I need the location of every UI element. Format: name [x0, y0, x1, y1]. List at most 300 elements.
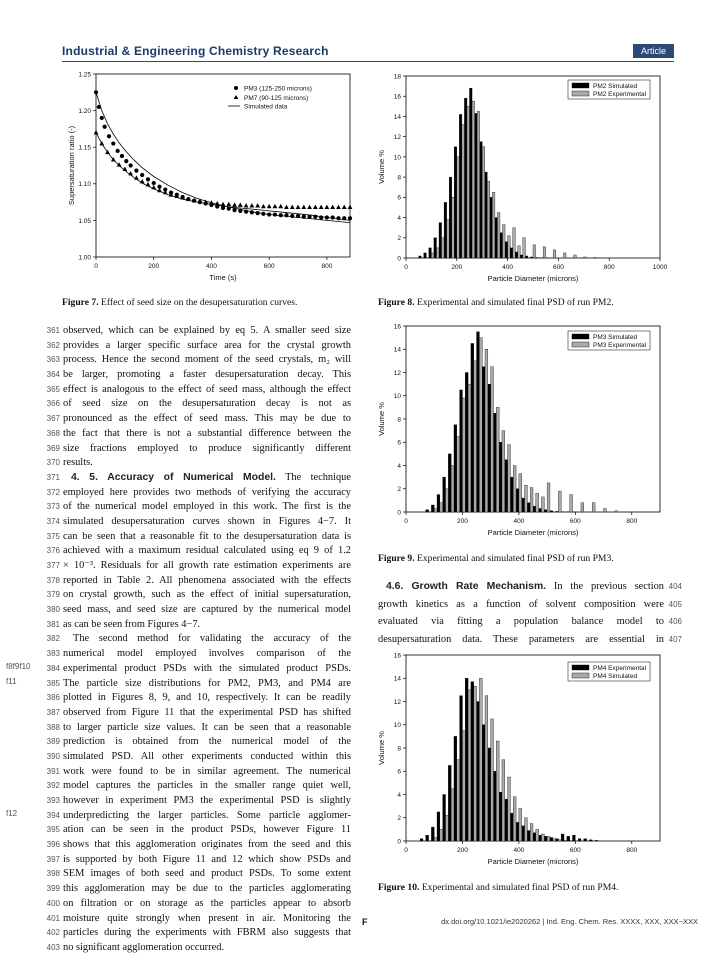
bar-series-1	[515, 252, 518, 258]
bar-series-2	[479, 338, 482, 512]
bar-series-1	[522, 826, 525, 841]
line-text: simulated desupersaturation curves shown in Figures 4−7. It	[63, 515, 351, 527]
bar-series-2	[558, 491, 561, 512]
line-text: no significant agglomeration occurred.	[63, 941, 224, 953]
bar-series-2	[541, 834, 544, 841]
data-point-pm3	[342, 216, 346, 220]
y-tick-label: 14	[393, 675, 401, 683]
data-point-pm7	[232, 202, 237, 206]
legend-marker-pm3	[234, 86, 238, 90]
bar-series-1	[426, 510, 429, 512]
line-text: as can be seen from Figures 4−7.	[63, 618, 201, 630]
line-text: on crystal growth, such as the effect of initial supersaturation,	[63, 589, 351, 601]
line-text: The second method for validating the accuracy of the	[73, 633, 351, 645]
figure-8-label: Figure 8.	[378, 297, 415, 308]
line-number: 380	[46, 605, 60, 615]
bar-series-1	[424, 253, 427, 258]
text-line	[40, 691, 354, 706]
text-line	[40, 544, 354, 559]
x-tick-label: 800	[626, 847, 638, 854]
bar-series-2	[468, 690, 471, 841]
line-text: on filtration or on storage as the particles appear to absorb	[63, 897, 351, 909]
data-point-pm3	[116, 149, 120, 153]
y-tick-label: 0	[397, 838, 401, 846]
line-text: of seed size on the desupersaturation decay is not as	[63, 398, 351, 410]
data-point-pm3	[152, 181, 156, 185]
line-number: 399	[46, 884, 60, 894]
bar-series-2	[487, 181, 490, 258]
data-point-pm3	[140, 173, 144, 177]
line-number: 362	[46, 340, 60, 350]
line-text: × 10⁻³. Residuals for all growth rate estimation experiments are	[63, 560, 351, 571]
data-point-pm3	[146, 177, 150, 181]
text-line	[40, 867, 354, 882]
line-number: 388	[46, 722, 60, 732]
line-text: this agglomeration may be due to the particles agglomerating	[63, 883, 351, 895]
bar-series-1	[448, 765, 451, 841]
data-point-pm7	[313, 205, 318, 209]
bar-series-2	[502, 431, 505, 512]
data-point-pm7	[140, 179, 145, 183]
line-number: 379	[46, 590, 60, 600]
line-number: 402	[46, 928, 60, 938]
legend-label: PM7 (90-125 microns)	[244, 95, 309, 102]
line-text: observed from Figure 11 that the experimental PSD has shifted	[63, 706, 351, 718]
line-number: 366	[46, 399, 60, 409]
y-tick-label: 16	[393, 323, 401, 331]
bar-series-2	[492, 192, 495, 258]
text-line	[40, 853, 354, 868]
data-point-pm7	[307, 205, 312, 209]
line-number: 375	[46, 531, 60, 541]
line-text: prediction is obtained from the numerical model of the	[63, 736, 351, 748]
bar-series-1	[482, 725, 485, 841]
bar-series-2	[457, 436, 460, 512]
data-point-pm3	[227, 207, 231, 211]
bar-series-1	[485, 172, 488, 258]
line-number: 371	[46, 472, 60, 482]
data-point-pm7	[238, 202, 243, 206]
bar-series-1	[533, 833, 536, 841]
bar-series-2	[482, 147, 485, 258]
bar-series-2	[451, 466, 454, 513]
data-point-pm7	[215, 201, 220, 205]
text-line	[40, 530, 354, 545]
line-text: The particle size distributions for PM2, PM3, and PM4 are	[63, 677, 351, 689]
y-tick-label: 16	[393, 652, 401, 660]
line-text: simulated PSD. All other experiments conducted within this	[63, 750, 351, 762]
y-axis-label: Volume %	[377, 150, 386, 184]
data-point-pm3	[100, 116, 104, 120]
x-tick-label: 600	[263, 263, 275, 270]
text-line	[40, 603, 354, 618]
data-point-pm7	[117, 162, 122, 166]
bar-series-1	[454, 147, 457, 258]
data-point-pm3	[238, 209, 242, 213]
bar-series-2	[479, 678, 482, 841]
bar-series-2	[581, 503, 584, 512]
data-point-pm7	[99, 141, 104, 145]
line-number: 364	[46, 370, 60, 380]
y-tick-label: 8	[397, 745, 401, 753]
bar-series-1	[530, 257, 533, 258]
text-line	[40, 383, 354, 398]
data-point-pm3	[232, 208, 236, 212]
bar-series-1	[505, 460, 508, 512]
y-axis-label: Supersaturation ratio (-)	[67, 125, 76, 206]
data-point-pm7	[146, 182, 151, 186]
legend-marker-pm7	[234, 95, 239, 99]
bar-series-1	[431, 827, 434, 841]
x-tick-label: 800	[626, 518, 638, 525]
bar-series-2	[434, 509, 437, 512]
legend-label: Simulated data	[244, 103, 288, 111]
y-tick-label: 10	[393, 393, 401, 401]
line-number: 393	[46, 796, 60, 805]
bar-series-2	[570, 495, 573, 512]
data-point-pm3	[336, 216, 340, 220]
data-point-pm7	[249, 203, 254, 207]
line-text: model captures the particles in the smaller range quiet well,	[63, 780, 351, 792]
line-number: 406	[668, 617, 682, 626]
text-line	[40, 794, 354, 809]
text-line	[40, 486, 354, 501]
data-point-pm3	[307, 215, 311, 219]
line-text: particles during the experiments with FBRM also suggests that	[63, 927, 351, 939]
bar-series-1	[505, 799, 508, 841]
bar-series-2	[594, 257, 597, 258]
x-tick-label: 400	[502, 264, 514, 271]
y-tick-label: 6	[397, 439, 401, 447]
bar-series-1	[567, 836, 570, 841]
bar-series-2	[485, 349, 488, 512]
x-tick-label: 600	[569, 518, 581, 525]
text-line	[40, 353, 354, 368]
bar-series-2	[462, 731, 465, 841]
bar-series-2	[513, 466, 516, 513]
bar-series-2	[615, 511, 618, 512]
line-text: employed here provides two methods of verifying the accuracy	[63, 486, 351, 498]
text-line	[40, 632, 354, 647]
data-point-pm7	[336, 205, 341, 209]
y-tick-label: 1.05	[78, 217, 91, 225]
bar-series-1	[589, 840, 592, 841]
bar-series-2	[513, 228, 516, 258]
line-number: 365	[46, 384, 60, 394]
figure-9-chart	[372, 316, 674, 548]
bar-series-2	[468, 384, 471, 512]
data-point-pm3	[319, 215, 323, 219]
text-line	[40, 574, 354, 589]
line-number: 400	[46, 898, 60, 908]
bar-series-2	[525, 485, 528, 512]
text-line	[40, 559, 354, 574]
line-text: In the previous section	[553, 581, 664, 592]
bar-series-2	[564, 840, 567, 841]
figure-10-caption-text: Experimental and simulated final PSD of run PM4.	[421, 882, 619, 893]
y-tick-label: 12	[393, 134, 401, 142]
line-number: 382	[46, 634, 60, 644]
bar-series-2	[503, 225, 506, 258]
bar-series-1	[595, 840, 598, 841]
y-tick-label: 8	[397, 174, 401, 182]
bar-series-1	[420, 839, 423, 841]
bar-series-1	[488, 748, 491, 841]
y-tick-label: 18	[393, 73, 401, 81]
x-tick-label: 600	[552, 264, 564, 271]
bar-series-2	[496, 741, 499, 841]
y-tick-label: 12	[393, 369, 401, 377]
data-point-pm3	[279, 213, 283, 217]
margin-note-figure-refs: f8f9f10	[6, 662, 31, 671]
bar-series-2	[485, 696, 488, 841]
y-tick-label: 12	[393, 698, 401, 706]
bar-series-1	[454, 736, 457, 841]
bar-series-1	[419, 256, 422, 258]
figure-9-label: Figure 9.	[378, 553, 415, 564]
bar-series-2	[553, 250, 556, 258]
bar-series-1	[527, 503, 530, 512]
data-point-pm7	[94, 130, 99, 134]
bar-series-1	[439, 223, 442, 258]
line-number: 387	[46, 707, 60, 717]
bar-series-1	[510, 248, 513, 258]
data-point-pm3	[284, 213, 288, 217]
bar-series-2	[543, 247, 546, 258]
text-line	[40, 588, 354, 603]
bar-series-2	[446, 489, 449, 512]
text-line	[40, 941, 354, 956]
bar-series-1	[556, 839, 559, 841]
line-text: underpredicting the larger particles. Some particle agglomer-	[63, 809, 351, 821]
line-text: can be seen that a reasonable fit to the desupersaturation data is	[63, 530, 351, 542]
text-line	[40, 471, 354, 486]
x-tick-label: 800	[321, 263, 333, 270]
x-tick-label: 200	[148, 263, 160, 270]
data-point-pm7	[301, 205, 306, 209]
bar-series-2	[523, 238, 526, 258]
legend-label: PM3 Experimental	[593, 342, 647, 349]
x-tick-label: 1000	[652, 264, 668, 271]
bar-series-2	[541, 497, 544, 512]
figure-7-caption	[62, 297, 297, 309]
bar-series-1	[561, 834, 564, 841]
x-axis-label: Particle Diameter (microns)	[487, 528, 579, 537]
bar-series-1	[533, 506, 536, 512]
data-point-pm7	[290, 205, 295, 209]
bar-series-1	[495, 218, 498, 258]
bar-series-2	[502, 760, 505, 841]
line-number: 376	[46, 546, 60, 556]
text-line	[40, 765, 354, 780]
line-text: growth kinetics as a function of solvent composition were	[378, 598, 664, 610]
line-number: 385	[46, 678, 60, 688]
y-tick-label: 1.00	[78, 254, 91, 262]
bar-series-2	[446, 815, 449, 841]
page-header	[62, 44, 674, 60]
data-point-pm3	[256, 211, 260, 215]
y-tick-label: 1.15	[78, 144, 91, 152]
figure-9-caption	[378, 553, 614, 565]
bar-series-2	[525, 818, 528, 841]
line-text: size fractions employed to produce significantly different	[63, 442, 351, 454]
line-text: is supported by both Figure 11 and 12 which show PSDs and	[63, 853, 351, 865]
line-number: 367	[46, 414, 60, 424]
text-line	[40, 368, 354, 383]
data-point-pm3	[273, 212, 277, 216]
bar-series-2	[440, 829, 443, 841]
text-line	[40, 324, 354, 339]
y-axis-label: Volume %	[377, 402, 386, 436]
legend-label: PM2 Experimental	[593, 91, 647, 98]
bar-series-2	[584, 257, 587, 258]
bar-series-1	[477, 332, 480, 512]
line-text: moisture quite strongly when present in air. Monitoring the	[63, 912, 351, 924]
y-tick-label: 2	[397, 235, 401, 243]
data-point-pm3	[348, 216, 352, 220]
bar-series-2	[451, 789, 454, 841]
bar-series-2	[431, 253, 434, 258]
data-point-pm3	[313, 215, 317, 219]
text-line	[378, 613, 682, 631]
x-axis-label: Particle Diameter (microns)	[487, 857, 579, 866]
bar-series-2	[474, 361, 477, 512]
text-line	[40, 721, 354, 736]
line-text: however in experiment PM3 the experimental PSD is slightly	[63, 795, 351, 806]
line-text: numerical model employed involves comparison of the	[63, 648, 351, 660]
bar-series-1	[544, 836, 547, 841]
data-point-pm7	[255, 203, 260, 207]
data-point-pm7	[296, 205, 301, 209]
bar-series-2	[440, 503, 443, 512]
line-text: observed, which can be explained by eq 5. A smaller seed size	[63, 325, 351, 336]
bar-series-1	[426, 835, 429, 841]
line-number: 377	[46, 561, 60, 570]
bar-series-1	[449, 177, 452, 258]
text-line	[40, 412, 354, 427]
text-line	[378, 596, 682, 614]
data-point-pm3	[267, 212, 271, 216]
data-point-pm3	[103, 125, 107, 129]
legend-swatch	[572, 91, 589, 96]
bar-series-2	[553, 839, 556, 841]
line-text: provides a larger specific surface area for the crystal growth	[63, 339, 351, 351]
bar-series-1	[429, 248, 432, 258]
legend-label: PM4 Simulated	[593, 673, 638, 680]
y-tick-label: 2	[397, 815, 401, 823]
text-line	[40, 926, 354, 941]
text-line	[40, 823, 354, 838]
bar-series-2	[467, 106, 470, 258]
data-point-pm3	[94, 90, 98, 94]
line-number: 378	[46, 575, 60, 585]
text-line	[40, 897, 354, 912]
line-text: effect is analogous to the effect of seed mass, although the effect	[63, 383, 351, 395]
line-number: 363	[46, 355, 60, 365]
bar-series-2	[530, 824, 533, 841]
data-point-pm3	[244, 210, 248, 214]
footer-doi: dx.doi.org/10.1021/ie2020262 | Ind. Eng. Chem. Res. XXXX, XXX, XXX−XXX	[441, 917, 698, 926]
line-text: to larger particle size values. It can be seen that a reasonable	[63, 721, 351, 733]
bar-series-1	[500, 233, 503, 258]
y-tick-label: 8	[397, 416, 401, 424]
line-number: 381	[46, 619, 60, 629]
left-column-text	[40, 324, 354, 956]
bar-series-1	[527, 831, 530, 841]
y-tick-label: 0	[397, 509, 401, 517]
x-tick-label: 200	[457, 518, 468, 525]
bar-series-2	[436, 248, 439, 258]
bar-series-1	[536, 257, 539, 258]
line-number: 374	[46, 516, 60, 526]
bar-series-1	[584, 839, 587, 841]
bar-series-2	[533, 245, 536, 258]
line-number: 384	[46, 663, 60, 673]
bar-series-2	[508, 236, 511, 258]
text-line	[40, 779, 354, 794]
bar-series-2	[434, 838, 437, 841]
data-point-pm7	[151, 185, 156, 189]
bar-series-1	[448, 454, 451, 512]
bar-series-1	[459, 114, 462, 258]
line-text: evaluated via fitting a population balance model to	[378, 616, 664, 627]
text-line	[40, 677, 354, 692]
data-point-pm7	[284, 205, 289, 209]
bar-series-2	[477, 111, 480, 258]
bar-series-1	[443, 477, 446, 512]
data-point-pm7	[278, 204, 283, 208]
bar-series-1	[539, 509, 542, 512]
legend-swatch	[572, 665, 589, 670]
bar-series-2	[536, 829, 539, 841]
legend-label: PM3 (125-250 microns)	[244, 85, 312, 93]
bar-series-2	[508, 777, 511, 841]
line-number: 369	[46, 443, 60, 453]
line-number: 397	[46, 854, 60, 864]
data-point-pm3	[134, 169, 138, 173]
bar-series-1	[465, 373, 468, 513]
plot-frame	[96, 74, 350, 257]
bar-series-2	[530, 488, 533, 512]
data-point-pm3	[331, 215, 335, 219]
data-point-pm3	[124, 159, 128, 163]
line-number: 404	[668, 582, 682, 591]
data-point-pm3	[97, 105, 101, 109]
bar-series-1	[464, 98, 467, 258]
x-axis-label: Particle Diameter (microns)	[487, 274, 579, 283]
y-tick-label: 4	[397, 791, 401, 799]
data-point-pm7	[319, 205, 324, 209]
line-text: plotted in Figures 8, 9, and 10, respectively. It can be readily	[63, 692, 351, 704]
data-point-pm7	[342, 205, 347, 209]
line-text: shows that this agglomeration originates from the seed and this	[63, 839, 351, 851]
bar-series-1	[460, 696, 463, 841]
data-point-pm3	[296, 214, 300, 218]
x-tick-label: 800	[603, 264, 615, 271]
legend-label: PM3 Simulated	[593, 334, 638, 341]
x-tick-label: 400	[206, 263, 217, 270]
bar-series-2	[536, 493, 539, 512]
line-number: 396	[46, 840, 60, 850]
bar-series-1	[493, 413, 496, 512]
bar-series-1	[471, 682, 474, 841]
text-line	[40, 750, 354, 765]
bar-series-2	[457, 760, 460, 841]
margin-note-figure-refs: f11	[6, 677, 17, 686]
page-number: F	[362, 917, 368, 927]
bar-series-2	[558, 840, 561, 841]
line-text: seed mass, and seed size are captured by the numerical model	[63, 604, 351, 616]
